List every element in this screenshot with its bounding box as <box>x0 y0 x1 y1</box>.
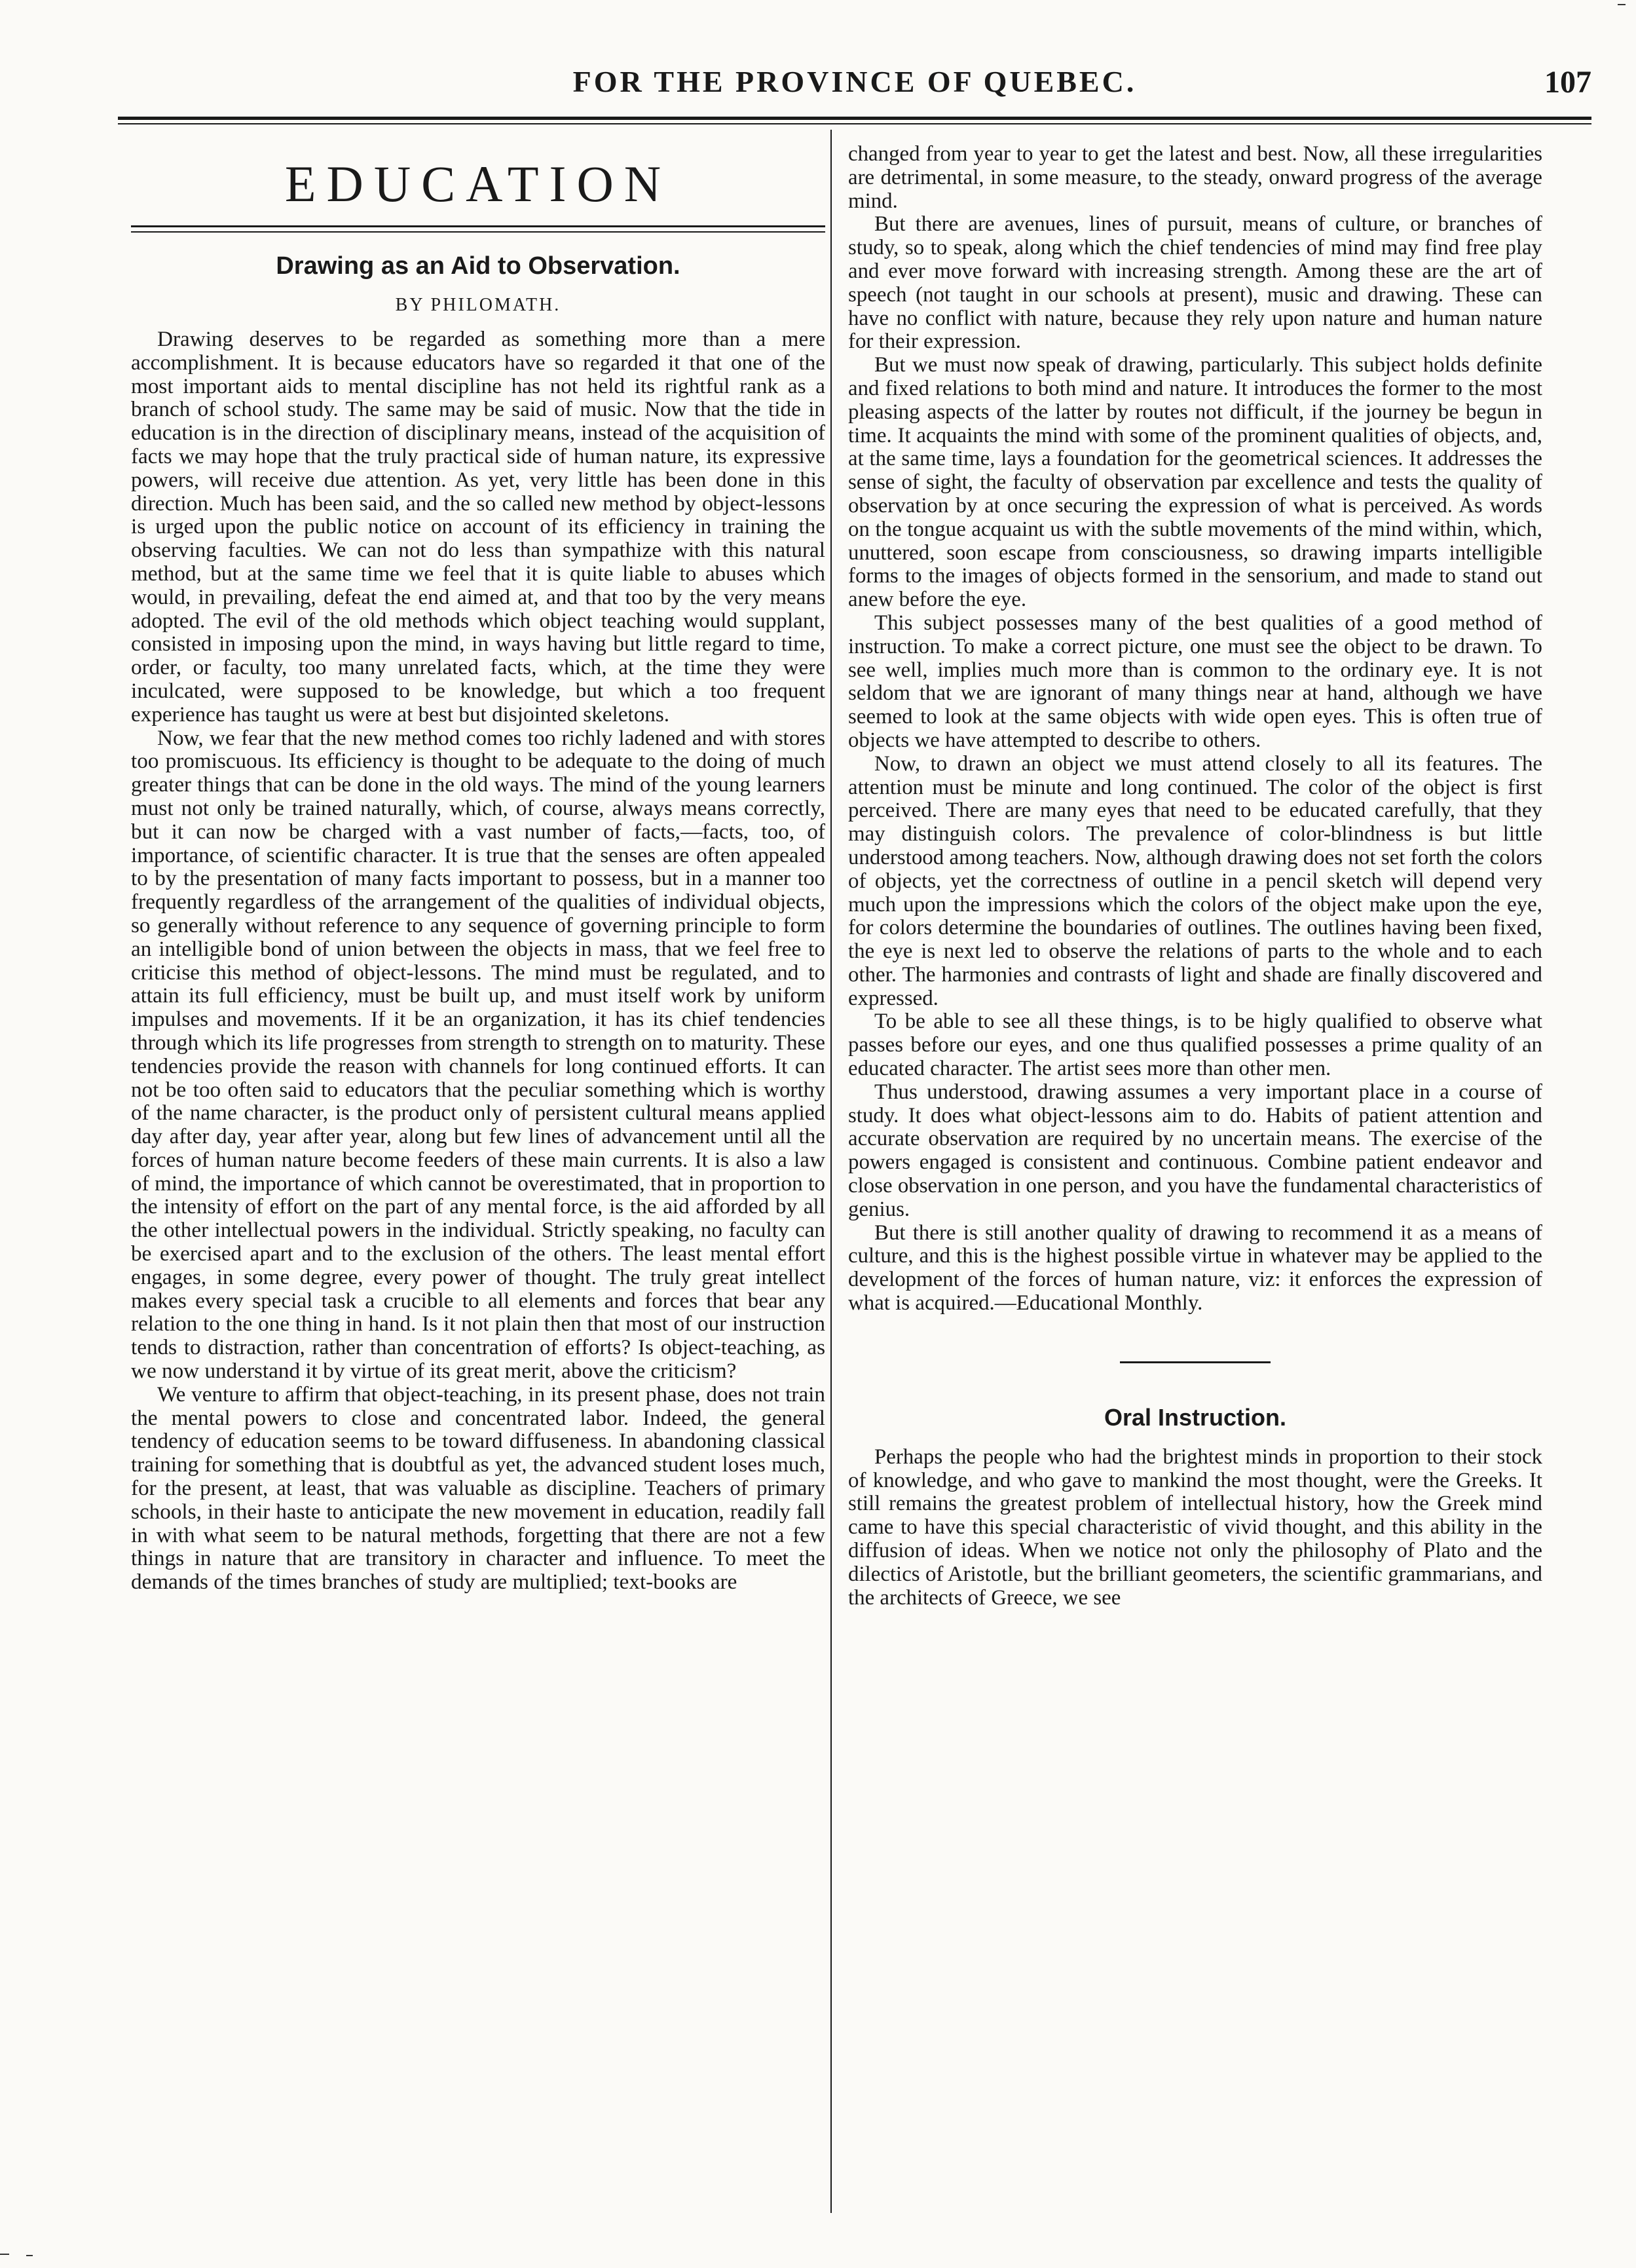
scan-mark <box>26 2255 33 2256</box>
paragraph: But there are avenues, lines of pursuit, means of culture, or branches of study, so to speak, along which the chief tendencies of mind may find free play and ever move forward with increasing strength. Among these are the art of speech (not taught in our schools at present), music and drawing. These can have no conflict with nature, because they rely upon nature and human nature for their expression. <box>848 212 1542 354</box>
paragraph-continued: changed from year to year to get the latest and best. Now, all these irregularities are detrimental, in some measure, to the steady, onward progress of the average mind. <box>848 142 1542 213</box>
article-title: Oral Instruction. <box>1104 1403 1287 1431</box>
header-rule <box>118 117 1591 120</box>
section-title: EDUCATION <box>284 155 672 212</box>
running-title: FOR THE PROVINCE OF QUEBEC. <box>572 65 1137 98</box>
scan-mark <box>0 2254 9 2255</box>
section-rule <box>131 225 825 233</box>
article-byline: BY PHILOMATH. <box>395 295 561 315</box>
scan-mark <box>1618 4 1626 5</box>
paragraph: But there is still another quality of drawing to recommend it as a means of culture, and this is the highest possible virtue in whatever may be applied to the development of the forces of human nature, viz: it enforces the expression of what is acquired.—Educational Monthly. <box>848 1220 1542 1315</box>
paragraph: This subject possesses many of the best qualities of a good method of instruction. To make a correct picture, one must see the object to be drawn. To see well, implies much more than is common to the ordinary eye. It is not seldom that we are ignorant of many things near at hand, although we have seemed to look at the same objects with wide open eyes. This is often true of objects we have attempted to describe to others. <box>848 611 1542 752</box>
paragraph: But we must now speak of drawing, particularly. This subject holds definite and fixed relations to both mind and nature. It introduces the former to the most pleasing aspects of the latter by routes not difficult, if the journey be begun in time. It acquaints the mind with some of the prominent qualities of objects, and, at the same time, lays a foundation for the geometrical sciences. It addresses the sense of sight, the faculty of observation par excellence and tests the quality of observation by at once securing the expression of what is perceived. As words on the tongue acquaint us with the subtle movements of the mind within, which, unuttered, soon escape from consciousness, so drawing imparts intelligible forms to the images of objects formed in the sensorium, and made to stand out anew before the eye. <box>848 353 1542 612</box>
paragraph: Thus understood, drawing assumes a very important place in a course of study. It does what object-lessons aim to do. Habits of patient attention and accurate observation are required by no uncertain means. The exercise of the powers engaged is consistent and continuous. Combine patient endeavor and close observation in one person, and you have the fundamental characteristics of genius. <box>848 1080 1542 1221</box>
left-column <box>131 143 825 1594</box>
article-separator <box>1120 1361 1271 1363</box>
article-title: Drawing as an Aid to Observation. <box>276 252 680 280</box>
paragraph: Perhaps the people who had the brightest minds in proportion to their stock of knowledge, and who gave to mankind the most thought, were the Greeks. It still remains the greatest problem of intellectual history, how the Greek mind came to have this special characteristic of vivid thought, and this ability in the diffusion of ideas. When we notice not only the philosophy of Plato and the dilectics of Aristotle, but the brilliant geometers, the scientific grammarians, and the architects of Greece, we see <box>848 1445 1542 1610</box>
paragraph: We venture to affirm that object-teaching, in its present phase, does not train the mental powers to close and concentrated labor. Indeed, the general tendency of education seems to be toward diffuseness. In abandoning classical training for something that is doubtful as yet, the advanced student loses much, for the present, at least, that was valuable as discipline. Teachers of primary schools, in their haste to anticipate the new movement in education, readily fall in with what seem to be natural methods, forgetting that there are not a few things in nature that are transitory in character and influence. To meet the demands of the times branches of study are multiplied; text-books are <box>131 1382 825 1595</box>
paragraph: Now, we fear that the new method comes too richly ladened and with stores too promiscuous. Its efficiency is thought to be adequate to the doing of much greater things that can be done in the old ways. The mind of the young learners must not only be trained naturally, which, of course, always means correctly, but it can now be charged with a vast number of facts,—facts, too, of importance, of scientific character. It is true that the senses are often appealed to by the presentation of many facts important to possess, but in a manner too frequently regardless of the arrangement of the qualities of individual objects, so generally without reference to any sequence of governing principle to form an intelligible bond of union between the objects in mass, that we feel free to criticise this method of object-lessons. The mind must be regulated, and to attain its full efficiency, must be built up, and must itself work by uniform impulses and movements. If it be an organization, it has its chief tendencies through which its life progresses from strength to strength on to maturity. These tendencies provide the reason with channels for long continued efforts. It can not be too often said to educators that the peculiar something which is worthy of the name character, is the product only of persistent cultural means applied day after day, year after year, along but few lines of advancement until all the forces of human nature become feeders of these main currents. It is also a law of mind, the importance of which cannot be overestimated, that in proportion to the intensity of effort on the part of any mental force, is the aid afforded by all the other intellectual powers in the individual. Strictly speaking, no faculty can be exercised apart and to the exclusion of the others. The least mental effort engages, in some degree, every power of thought. The truly great intellect makes every special task a crucible to all elements and forces that bear any relation to the one thing in hand. Is it not plain then that most of our instruction tends to distraction, rather than concentration of efforts? Is object-teaching, as we now understand it by virtue of its great merit, above the criticism? <box>131 725 825 1384</box>
column-divider <box>830 130 832 2213</box>
right-column <box>848 143 1542 1610</box>
paragraph: Drawing deserves to be regarded as something more than a mere accomplishment. It is because educators have so regarded it that one of the most important aids to mental discipline has not held its rightful rank as a branch of school study. The same may be said of music. Now that the tide in education is in the direction of disciplinary means, instead of the acquisition of facts we may hope that the truly practical side of human nature, its expressive powers, will receive due attention. As yet, very little has been done in this direction. Much has been said, and the so called new method by object-lessons is urged upon the public notice on account of its efficiency in training the observing faculties. We can not do less than sympathize with this natural method, but at the same time we feel that it is quite liable to abuses which would, in prevailing, defeat the end aimed at, and that too by the very means adopted. The evil of the old methods which object teaching would supplant, consisted in imposing upon the mind, in ways having but little regard to time, order, or faculty, too many unrelated facts, which, at the time they were inculcated, were supposed to be knowledge, but which a too frequent experience has taught us were at best but disjointed skeletons. <box>131 327 825 727</box>
header-rule-thin <box>118 123 1591 124</box>
paragraph: To be able to see all these things, is to be higly qualified to observe what passes before our eyes, and one thus qualified possesses a prime quality of an educated character. The artist sees more than other men. <box>848 1010 1542 1081</box>
page-header <box>118 64 1591 110</box>
paragraph: Now, to drawn an object we must attend closely to all its features. The attention must be minute and long continued. The color of the object is first perceived. There are many eyes that need to be educated carefully, that they may distinguish colors. The prevalence of color-blindness is but little understood among teachers. Now, although drawing does not set forth the colors of objects, yet the correctness of outline in a pencil sketch will depend very much upon the impressions which the colors of the object make upon the eye, for colors determine the boundaries of outlines. The outlines having been fixed, the eye is next led to observe the relations of parts to the whole and to each other. The harmonies and contrasts of light and shade are finally discovered and expressed. <box>848 751 1542 1010</box>
page-number: 107 <box>1544 65 1591 100</box>
